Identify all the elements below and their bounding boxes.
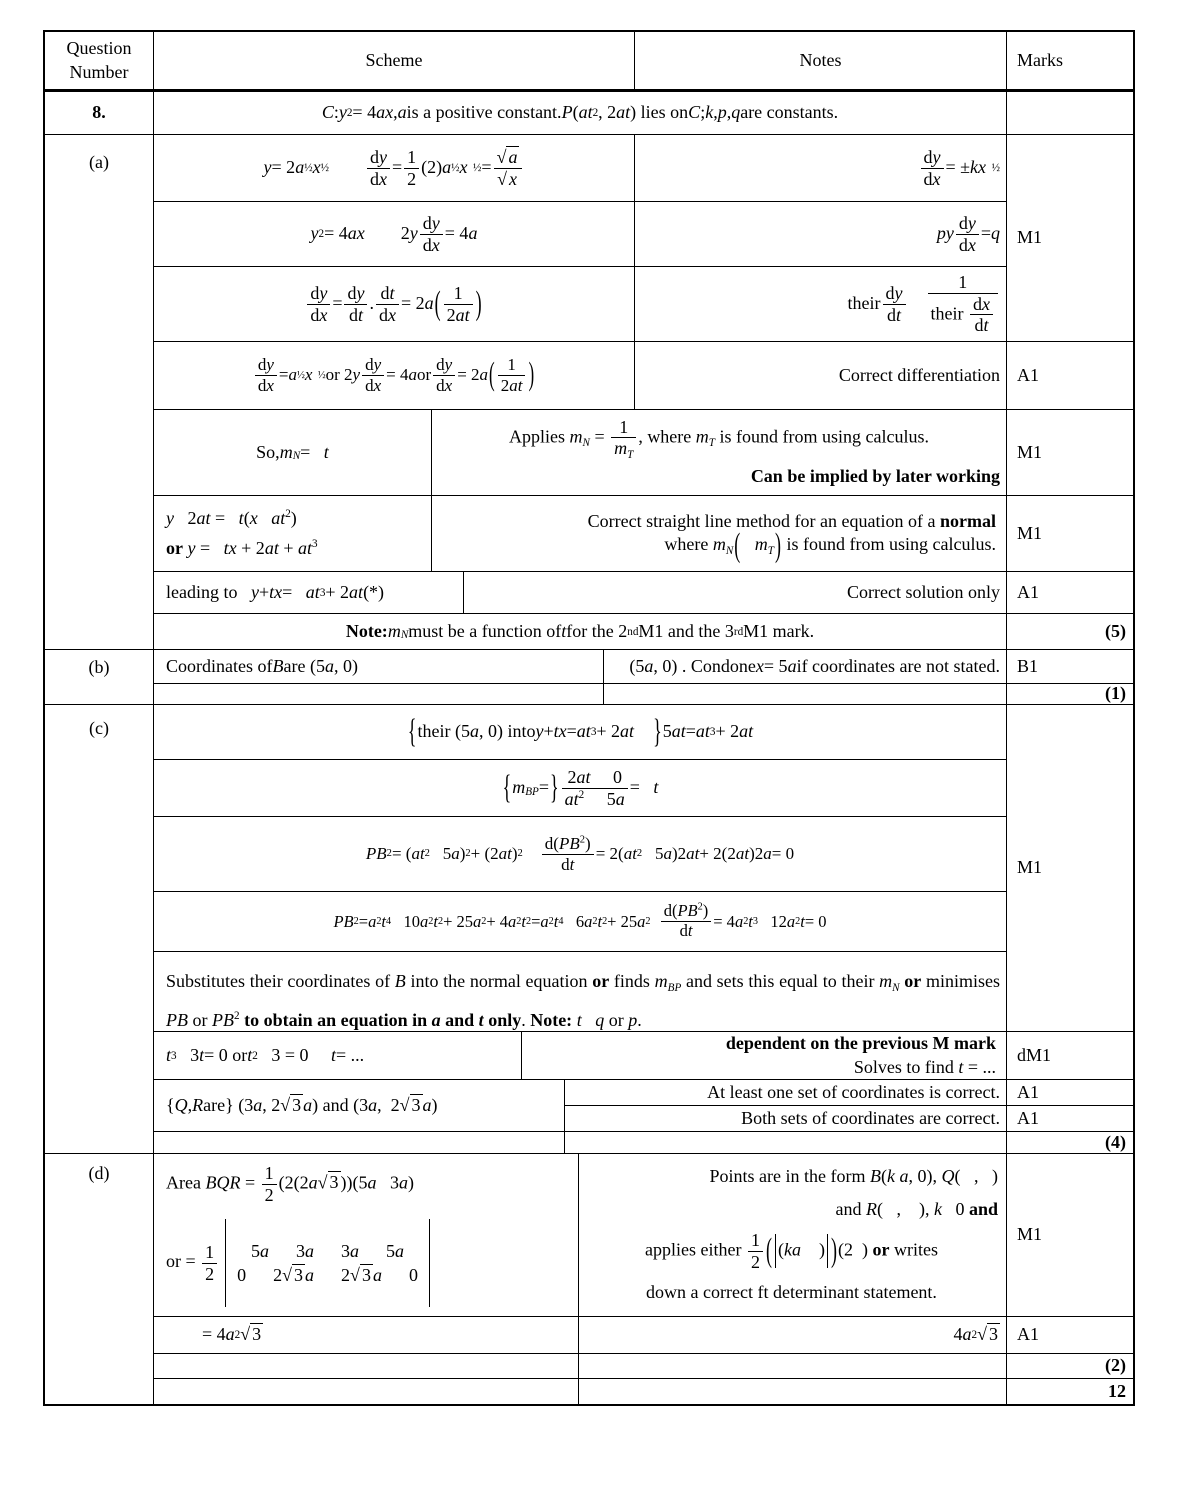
- cell-b2-notes-empty: [604, 684, 1007, 705]
- cell-a3-scheme: dy dx = dy dt . dt dx = 2 a ( 1 2at ): [154, 267, 635, 342]
- cell-c5: Substitutes their coordinates of B into the normal equation or finds $m_{BP}$ and sets this equal to their $m_N$ or minimises PB or $PB^2$ to obtain an equation in a and t only. Note: t q or p.: [154, 952, 1007, 1032]
- header-marks-label: Marks: [1017, 49, 1063, 70]
- cell-a5-mark: M1: [1007, 410, 1133, 496]
- cell-b1-mark: B1: [1007, 650, 1133, 684]
- d1-notes-line4: down a correct ft determinant statement.: [646, 1282, 937, 1303]
- d1-notes-line1: Points are in the form B(k a, 0), Q( , ): [709, 1166, 998, 1187]
- cell-grand-notes-empty: [579, 1379, 1007, 1404]
- cell-c6-mark: dM1: [1007, 1032, 1133, 1080]
- d1-scheme-line2: or = $\frac{1}{2}$ 5a 3a 3a 5a 0 2√ 3 a 2√ 3 a 0: [166, 1219, 572, 1307]
- mark-scheme-table: [43, 30, 1135, 1406]
- cell-b1-notes: (5 a , 0) . Condone x = 5 a if coordinates are not stated.: [604, 650, 1007, 684]
- a5-notes-line1: Applies $m_N$ = $\frac{1}{m_T}$ , where $m_T$ is found from using calculus.: [508, 416, 929, 462]
- cell-a2-scheme: y 2 = 4 ax 2 y dy dx = 4 a: [154, 202, 635, 267]
- a6-notes-line1: Correct straight line method for an equation of a normal: [587, 510, 996, 531]
- a6-scheme-line2: or y = tx + $2at + at^3$: [166, 537, 318, 558]
- header-scheme-label: Scheme: [365, 49, 423, 70]
- cell-c4: PB 2 = a 2 t 4 10 a 2 t 2 + 25 a 2 + 4 a 2 t 2 = a 2 t 4 6 a 2 t 2 + 25 a 2 $d(PB^2)$ dt = 4 a 2 t 3 12 a 2 t = 0: [154, 892, 1007, 952]
- cell-a5-scheme: So, m $_N$ = t: [154, 410, 432, 496]
- cell-a6-scheme: [154, 496, 432, 572]
- header-marks: [1007, 32, 1133, 92]
- c6-notes-line1: dependent on the previous M mark: [725, 1033, 996, 1054]
- cell-d1-notes: [579, 1154, 1007, 1317]
- cell-d1-scheme: [154, 1154, 579, 1317]
- cell-a4-scheme: dy dx = a ½ x ½ or 2 y dy dx = 4 a or dy dx = 2 a ( 1 2at ): [154, 342, 635, 410]
- cell-part-a-label: (a): [45, 135, 154, 650]
- cell-question-number: 8.: [45, 92, 154, 135]
- cell-part-b-label: (b): [45, 650, 154, 705]
- cell-c6-notes: [522, 1032, 1007, 1080]
- cell-c8-notes-empty: [565, 1132, 1007, 1154]
- d1-scheme-line1: Area BQR = $\frac{1}{2}$ (2(2a√ 3 ))(5a 3a): [166, 1162, 415, 1205]
- cell-c8-scheme-empty: [154, 1132, 565, 1154]
- header-question-number-label: Question Number: [66, 38, 132, 82]
- d1-notes-line3: applies either $\frac{1}{2}$ ( (ka ) )(2 ) or writes: [645, 1230, 938, 1272]
- cell-a4-notes: Correct differentiation: [635, 342, 1007, 410]
- cell-d3-scheme-empty: [154, 1354, 579, 1379]
- a6-notes-line2: where $m_N$( $m_T$) is found from using calculus.: [664, 525, 996, 564]
- cell-d1-mark: M1: [1007, 1154, 1133, 1317]
- cell-question-intro: C : y 2 = 4 ax , a is a positive constant. P ( at 2 , 2 at ) lies on C ; k , p , q are constants.: [154, 92, 1007, 135]
- cell-a7-mark: A1: [1007, 572, 1133, 614]
- cell-c7-scheme: { Q , R are} (3 a , 2 √ 3 a ) and (3 a , 2 √ 3 a ): [154, 1080, 565, 1132]
- cell-a-m1-mark: M1: [1007, 135, 1133, 342]
- cell-c1: { their (5 a , 0) into y + tx = at 3 + 2 at } 5 at = at 3 + 2 at: [154, 705, 1007, 760]
- cell-a2-notes: py dy dx = q: [635, 202, 1007, 267]
- cell-a-total: (5): [1007, 614, 1133, 650]
- cell-a1-scheme: y = 2 a ½ x ½ dy dx = 1 2 (2) a ½ x ½ = √ a √ x: [154, 135, 635, 202]
- cell-c7-mark1: A1: [1007, 1080, 1133, 1106]
- cell-grand-total: 12: [1108, 1380, 1126, 1401]
- cell-c2: { m $_{BP}$ = } 2at 0 $at^2$ 5a = t: [154, 760, 1007, 817]
- header-notes: [635, 32, 1007, 92]
- d1-notes-line2: and R( , ), k 0 and: [835, 1198, 998, 1219]
- cell-a-note: Note: m $_N$ must be a function of t for the 2 nd M1 and the 3 rd M1 mark.: [154, 614, 1007, 650]
- cell-a7-scheme: leading to y + tx = at 3 + 2 at (*): [154, 572, 464, 614]
- header-notes-label: Notes: [799, 49, 842, 70]
- cell-part-c-label: (c): [45, 705, 154, 1154]
- cell-d2-notes: 4 a 2 √ 3: [579, 1317, 1007, 1354]
- cell-c7-notes2: Both sets of coordinates are correct.: [565, 1106, 1007, 1132]
- header-scheme: [154, 32, 635, 92]
- cell-grand-scheme-empty: [154, 1379, 579, 1404]
- cell-b2-scheme-empty: [154, 684, 604, 705]
- cell-a4-mark: A1: [1007, 342, 1133, 410]
- cell-b-total: (1): [1007, 684, 1133, 705]
- cell-question-intro-marks: [1007, 92, 1133, 135]
- cell-c3: PB 2 = ( at 2 5 a ) 2 + (2 at ) 2 $d(PB^2)$ dt = 2( at 2 5 a )2 at + 2(2 at )2 a = 0: [154, 817, 1007, 892]
- cell-a3-notes: their dy dt 1 their $\frac{dx}{dt}$: [635, 267, 1007, 342]
- cell-d-total: (2): [1007, 1354, 1133, 1379]
- a5-notes-line2: Can be implied by later working: [750, 465, 1000, 486]
- cell-a5-notes: [432, 410, 1007, 496]
- cell-c-m1-mark: M1: [1007, 705, 1133, 1032]
- cell-c7-mark2: A1: [1007, 1106, 1133, 1132]
- cell-d2-scheme: = 4 a 2 √ 3: [154, 1317, 579, 1354]
- cell-a6-notes: [432, 496, 1007, 572]
- cell-part-d-label: (d): [45, 1154, 154, 1404]
- header-question-number: [45, 32, 154, 92]
- cell-d3-notes-empty: [579, 1354, 1007, 1379]
- cell-c7-notes1: At least one set of coordinates is correct.: [565, 1080, 1007, 1106]
- c6-notes-line2: Solves to find t = ...: [853, 1056, 996, 1077]
- cell-b1-scheme: Coordinates of B are (5 a , 0): [154, 650, 604, 684]
- cell-a1-notes: dy dx = ± k x ½: [635, 135, 1007, 202]
- cell-a7-notes: Correct solution only: [464, 572, 1007, 614]
- cell-a6-mark: M1: [1007, 496, 1133, 572]
- cell-c-total: (4): [1007, 1132, 1133, 1154]
- cell-d2-mark: A1: [1007, 1317, 1133, 1354]
- a6-scheme-line1: y 2at = t(x $at^2$): [166, 508, 297, 529]
- cell-c6-scheme: t 3 3 t = 0 or t 2 3 = 0 t = ...: [154, 1032, 522, 1080]
